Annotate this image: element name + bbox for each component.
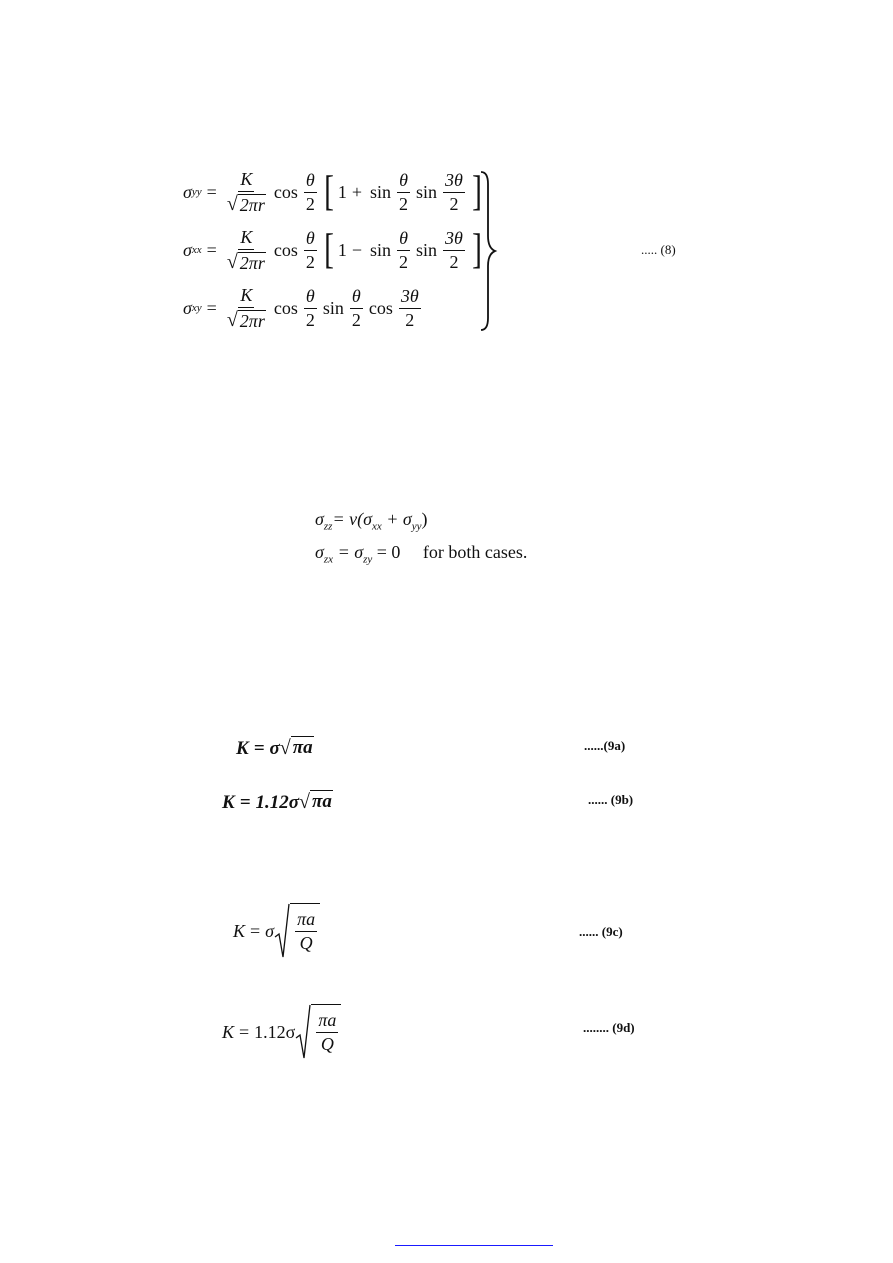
equation-9b: K = 1.12σ √ πa — [222, 790, 332, 813]
left-bracket: [ — [323, 169, 334, 215]
equation-9d: K = 1.12σ $\frac{\pi a}{Q}$ — [222, 1004, 341, 1060]
right-curly-brace — [478, 170, 498, 332]
equation-sigma-xx: σ xx = K √ 2πr cos $\frac{\theta}{2}$ [ 1 − sin $\frac{\theta}{2}$ sin $\frac{3\theta}{2}$ ] — [183, 226, 482, 274]
equals-sign: = — [206, 182, 217, 202]
equation-sigma-zz: $\sigma_{zz}= \nu(\sigma_{xx} + \sigma_{yy})$ — [315, 509, 428, 533]
equation-tag-8: ..... (8) — [641, 242, 676, 257]
equation-sigma-xy: σ xy = K √ 2πr cos $\frac{\theta}{2}$ sin $\frac{\theta}{2}$ cos $\frac{3\theta}{2}$ — [183, 284, 419, 332]
subscript: yy — [191, 185, 202, 198]
sqrt: √ 2πr — [226, 193, 265, 216]
equation-tag-9d: ........ (9d) — [583, 1020, 635, 1035]
sigma-symbol: σ — [183, 182, 192, 202]
equation-sigma-yy: σ yy = K √ 2πr cos $\frac{\theta}{2}$ [ 1 + sin $\frac{\theta}{2}$ sin $\frac{3\theta}{2}$ ] — [183, 168, 482, 216]
equation-tag-9c: ...... (9c) — [579, 924, 623, 939]
equation-9a: K = σ √ πa — [236, 736, 313, 759]
fraction-k-over-sqrt: K √ 2πr — [226, 168, 265, 216]
both-cases-note: for both cases. — [422, 542, 528, 562]
footer-link[interactable] — [395, 1245, 553, 1246]
equation-tag-9b: ...... (9b) — [588, 792, 634, 807]
equation-8-block — [183, 163, 486, 337]
right-bracket: ] — [471, 169, 482, 215]
equation-sigma-zx-zy: $\sigma_{zx} = \sigma_{zy} = 0$ for both cases. — [315, 542, 528, 566]
equation-tag-9a: ......(9a) — [584, 738, 626, 753]
equation-9c: K = σ $\frac{\pi a}{Q}$ — [233, 903, 320, 959]
